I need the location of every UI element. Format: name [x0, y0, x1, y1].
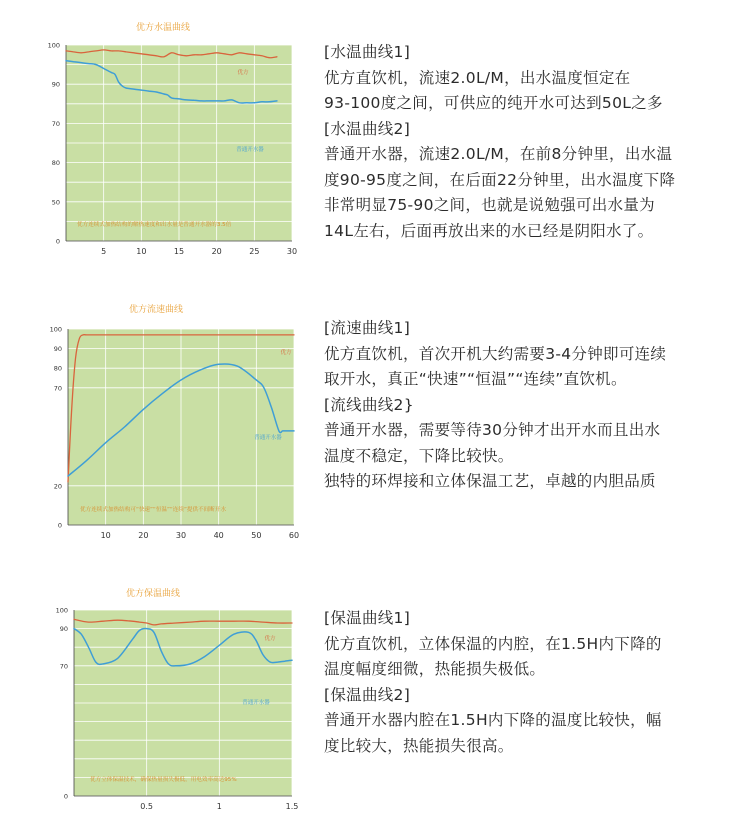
desc-line: 取开水，真正“快速”“恒温”“连续”直饮机。	[324, 370, 627, 388]
desc-line: 优方直饮机，流速2.0L/M，出水温度恒定在	[324, 68, 631, 87]
desc-line: [流线曲线2}	[324, 395, 414, 414]
desc-line: 普通开水器，需要等待30分钟才出开水而且出水	[324, 421, 661, 439]
chart-title: 优方保温曲线	[125, 589, 181, 599]
y-tick-label: 0	[55, 237, 60, 246]
desc-line: 独特的环焊接和立体保温工艺，卓越的内胆品质	[324, 472, 656, 490]
desc-line: [水温曲线1]	[324, 43, 411, 61]
y-tick-label: 0	[63, 792, 68, 801]
x-tick-label: 25	[249, 247, 260, 256]
series-label: 优方	[280, 350, 292, 356]
series-label: 普通开水器	[254, 435, 282, 441]
chart-insulation-svg	[40, 582, 305, 822]
y-tick-label: 0	[57, 521, 62, 530]
desc-line: 温度不稳定，下降比较快。	[324, 446, 514, 465]
section-insulation	[0, 578, 750, 825]
desc-line: 优方直饮机，首次开机大约需要3-4分钟即可连续	[324, 344, 667, 363]
chart-annotation: 优方连续式加热结构可“快速”“恒温”“连续”提供不间断开水	[80, 507, 227, 513]
desc-line: 普通开水器，流速2.0L/M，在前8分钟里，出水温	[324, 145, 673, 163]
x-tick-label: 20	[211, 247, 222, 256]
desc-line: 14L左右，后面再放出来的水已经是阴阳水了。	[324, 221, 654, 240]
desc-line: 优方直饮机，立体保温的内腔，在1.5H内下降的	[324, 634, 662, 653]
chart-annotation: 优方连续式加热结构的解热速度和出水量是普通开水器的3.5倍	[77, 222, 232, 228]
y-tick-label: 90	[59, 625, 68, 634]
x-tick-label: 30	[175, 531, 187, 540]
x-tick-label: 40	[213, 531, 224, 540]
section-water-temp	[0, 0, 750, 270]
chart-title: 优方水温曲线	[135, 23, 191, 33]
x-tick-label: 1	[216, 802, 222, 811]
desc-line: 93-100度之间，可供应的纯开水可达到50L之多	[324, 94, 663, 112]
desc-line: [保温曲线1]	[324, 609, 411, 627]
desc-line: 普通开水器内腔在1.5H内下降的温度比较快，幅	[324, 711, 662, 729]
y-tick-label: 100	[47, 41, 60, 50]
chart-insulation	[40, 582, 305, 822]
y-tick-label: 70	[59, 662, 68, 671]
desc-insulation	[324, 606, 734, 759]
x-tick-label: 15	[173, 247, 185, 256]
chart-title: 优方流速曲线	[128, 305, 184, 315]
x-tick-label: 5	[101, 247, 107, 256]
desc-line: 温度幅度细微，热能损失极低。	[324, 660, 546, 678]
y-tick-label: 80	[51, 159, 60, 168]
y-tick-label: 70	[53, 384, 62, 393]
desc-line: [流速曲线1]	[324, 319, 411, 337]
y-tick-label: 70	[51, 119, 60, 128]
series-label: 优方	[264, 636, 276, 642]
x-tick-label: 10	[136, 247, 147, 256]
x-tick-label: 1.5	[285, 802, 299, 811]
chart-water-temp-svg	[40, 12, 305, 260]
x-tick-label: 10	[100, 531, 111, 540]
desc-flow-rate	[324, 316, 734, 495]
desc-line: 非常明显75-90之间，也就是说勉强可出水量为	[324, 196, 655, 214]
x-tick-label: 0.5	[140, 802, 154, 811]
series-label: 优方	[237, 70, 249, 76]
x-tick-label: 60	[288, 531, 300, 540]
series-label: 普通开水器	[236, 147, 264, 153]
y-tick-label: 90	[53, 345, 62, 354]
y-tick-label: 80	[53, 364, 62, 373]
desc-line: 度90-95度之间，在后面22分钟里，出水温度下降	[324, 170, 676, 189]
chart-flow-rate	[40, 296, 305, 544]
y-tick-label: 100	[55, 606, 68, 615]
desc-line: 度比较大，热能损失很高。	[324, 736, 514, 755]
chart-flow-rate-svg	[40, 296, 305, 544]
x-tick-label: 20	[138, 531, 149, 540]
y-tick-label: 90	[51, 80, 60, 89]
desc-line: [水温曲线2]	[324, 119, 411, 138]
chart-annotation: 优方立体保温技术，确保热量损失极低，用电效率高达95%	[90, 777, 237, 783]
x-tick-label: 50	[251, 531, 262, 540]
series-label: 普通开水器	[242, 700, 270, 706]
desc-line: [保温曲线2]	[324, 685, 411, 704]
section-flow-rate	[0, 290, 750, 550]
chart-water-temp	[40, 12, 305, 260]
y-tick-label: 100	[49, 325, 62, 334]
desc-water-temp	[324, 40, 734, 244]
y-tick-label: 50	[51, 198, 60, 207]
y-tick-label: 20	[53, 482, 62, 491]
x-tick-label: 30	[286, 247, 298, 256]
